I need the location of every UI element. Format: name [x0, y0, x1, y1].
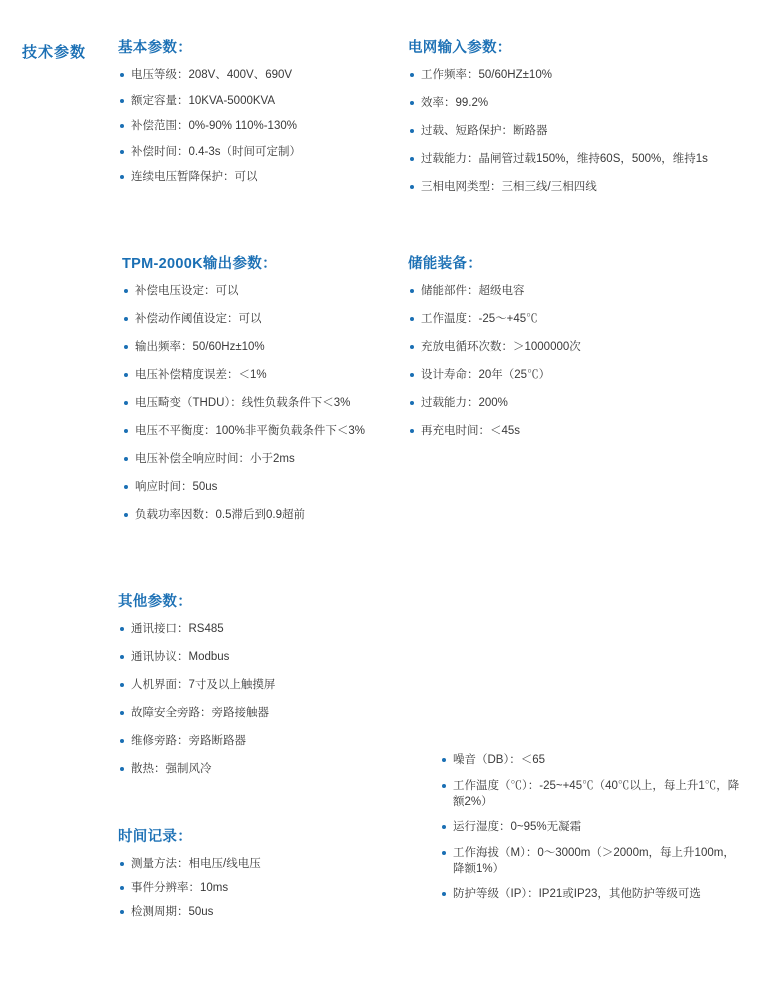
section-grid-input-params: [408, 36, 718, 207]
list-item: 连续电压暂降保护：可以: [118, 169, 388, 185]
page-title: 技术参数: [22, 44, 87, 61]
spec-list-other: [118, 621, 418, 777]
list-item: 电压畸变（THDU）：线性负载条件下＜3%: [122, 395, 402, 411]
section-basic-params: [118, 36, 388, 195]
list-item: 输出频率：50/60Hz±10%: [122, 339, 402, 355]
list-item: 工作温度（℃）：-25~+45℃（40℃以上，每上升1℃，降额2%）: [440, 778, 740, 810]
list-item: 噪音（DB）：＜65: [440, 752, 740, 768]
list-item: 电压不平衡度：100%非平衡负载条件下＜3%: [122, 423, 402, 439]
list-item: 三相电网类型：三相三线/三相四线: [408, 179, 718, 195]
list-item: 运行湿度：0~95%无凝霜: [440, 819, 740, 835]
list-item: 充放电循环次数：＞1000000次: [408, 339, 688, 355]
section-storage-params: [408, 252, 688, 451]
list-item: 维修旁路：旁路断路器: [118, 733, 418, 749]
list-item: 补偿动作阈值设定：可以: [122, 311, 402, 327]
list-item: 储能部件：超级电容: [408, 283, 688, 299]
list-item: 响应时间：50us: [122, 479, 402, 495]
spec-list-other-right: [440, 752, 740, 912]
list-item: 通讯协议：Modbus: [118, 649, 418, 665]
list-item: 检测周期：50us: [118, 904, 418, 920]
spec-list-storage: [408, 283, 688, 439]
list-item: 人机界面：7寸及以上触摸屏: [118, 677, 418, 693]
list-item: 负载功率因数：0.5滞后到0.9超前: [122, 507, 402, 523]
list-item: 测量方法：相电压/线电压: [118, 856, 418, 872]
section-title-grid-input: 电网输入参数：: [408, 40, 512, 56]
list-item: 补偿时间：0.4-3s（时间可定制）: [118, 144, 388, 160]
list-item: 过载、短路保护：断路器: [408, 123, 718, 139]
list-item: 电压补偿精度误差：＜1%: [122, 367, 402, 383]
list-item: 工作频率：50/60HZ±10%: [408, 67, 718, 83]
list-item: 故障安全旁路：旁路接触器: [118, 705, 418, 721]
list-item: 电压等级：208V、400V、690V: [118, 67, 388, 83]
spec-list-grid-input: [408, 67, 718, 195]
section-title-basic: 基本参数：: [118, 40, 192, 56]
list-item: 工作温度：-25～+45℃: [408, 311, 688, 327]
list-item: 散热：强制风冷: [118, 761, 418, 777]
section-time-record: [118, 825, 418, 928]
list-item: 防护等级（IP）：IP21或IP23，其他防护等级可选: [440, 886, 740, 902]
list-item: 工作海拔（M）：0～3000m（＞2000m，每上升100m，降额1%）: [440, 845, 740, 877]
list-item: 效率：99.2%: [408, 95, 718, 111]
section-title-other: 其他参数：: [118, 594, 192, 610]
list-item: 额定容量：10KVA-5000KVA: [118, 93, 388, 109]
list-item: 电压补偿全响应时间：小于2ms: [122, 451, 402, 467]
list-item: 过载能力：晶闸管过载150%，维持60S，500%，维持1s: [408, 151, 718, 167]
list-item: 事件分辨率：10ms: [118, 880, 418, 896]
section-title-storage: 储能装备：: [408, 256, 482, 272]
list-item: 设计寿命：20年（25℃）: [408, 367, 688, 383]
spec-list-time-record: [118, 856, 418, 920]
spec-list-basic: [118, 67, 388, 185]
list-item: 再充电时间：＜45s: [408, 423, 688, 439]
spec-list-output: [122, 283, 402, 523]
list-item: 补偿电压设定：可以: [122, 283, 402, 299]
list-item: 通讯接口：RS485: [118, 621, 418, 637]
section-output-params: [122, 252, 402, 535]
section-title-output: TPM-2000K输出参数：: [122, 256, 277, 272]
list-item: 补偿范围：0%-90% 110%-130%: [118, 118, 388, 134]
section-other-params: [118, 590, 418, 789]
list-item: 过载能力：200%: [408, 395, 688, 411]
section-title-time-record: 时间记录：: [118, 829, 192, 845]
